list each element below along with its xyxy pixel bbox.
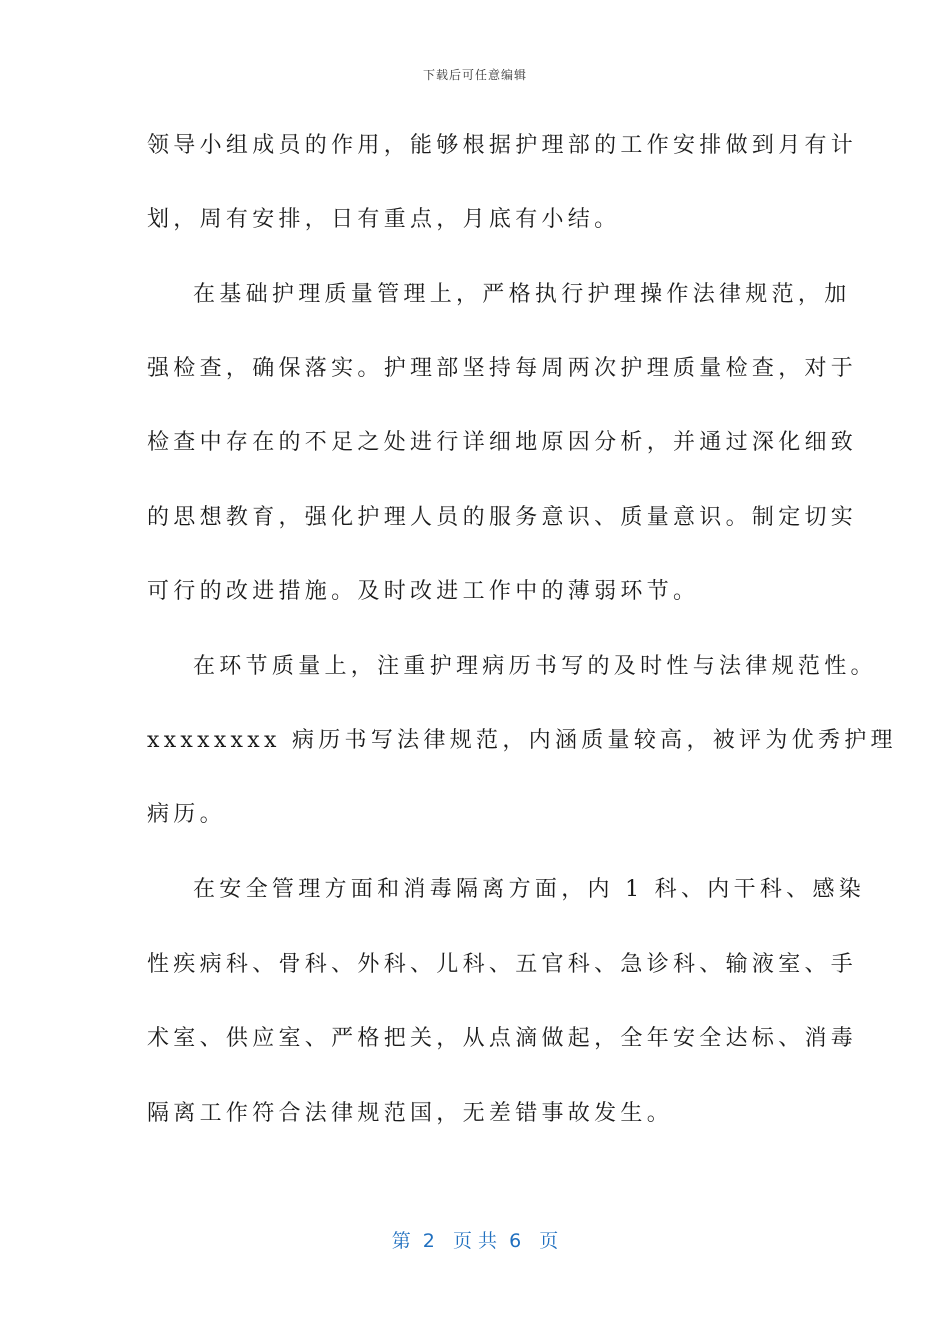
text-line: 划，周有安排，日有重点，月底有小结。 [147, 207, 621, 232]
text-line: 可行的改进措施。及时改进工作中的薄弱环节。 [147, 579, 700, 604]
text-line: 隔离工作符合法律规范国，无差错事故发生。 [147, 1101, 674, 1126]
text-line: 检查中存在的不足之处进行详细地原因分析，并通过深化细致 [147, 430, 858, 455]
paragraph-start-line: 在环节质量上，注重护理病历书写的及时性与法律规范性。 [193, 654, 877, 679]
text-line: 强检查，确保落实。护理部坚持每周两次护理质量检查，对于 [147, 356, 858, 381]
text-line: 性疾病科、骨科、外科、儿科、五官科、急诊科、输液室、手 [147, 952, 858, 977]
text-line: xxxxxxxx 病历书写法律规范，内涵质量较高，被评为优秀护理 [147, 728, 897, 753]
text-line: 病历。 [147, 802, 226, 827]
download-note: 下载后可任意编辑 [422, 68, 527, 82]
page-number: 第 2 页 共 6 页 [391, 1230, 559, 1252]
text-line: 的思想教育，强化护理人员的服务意识、质量意识。制定切实 [147, 505, 858, 530]
text-line: 领导小组成员的作用，能够根据护理部的工作安排做到月有计 [147, 133, 858, 158]
paragraph-start-line: 在安全管理方面和消毒隔离方面，内 1 科、内干科、感染 [193, 877, 866, 902]
text-line: 术室、供应室、严格把关，从点滴做起，全年安全达标、消毒 [147, 1026, 858, 1051]
paragraph-start-line: 在基础护理质量管理上，严格执行护理操作法律规范，加 [193, 282, 851, 307]
